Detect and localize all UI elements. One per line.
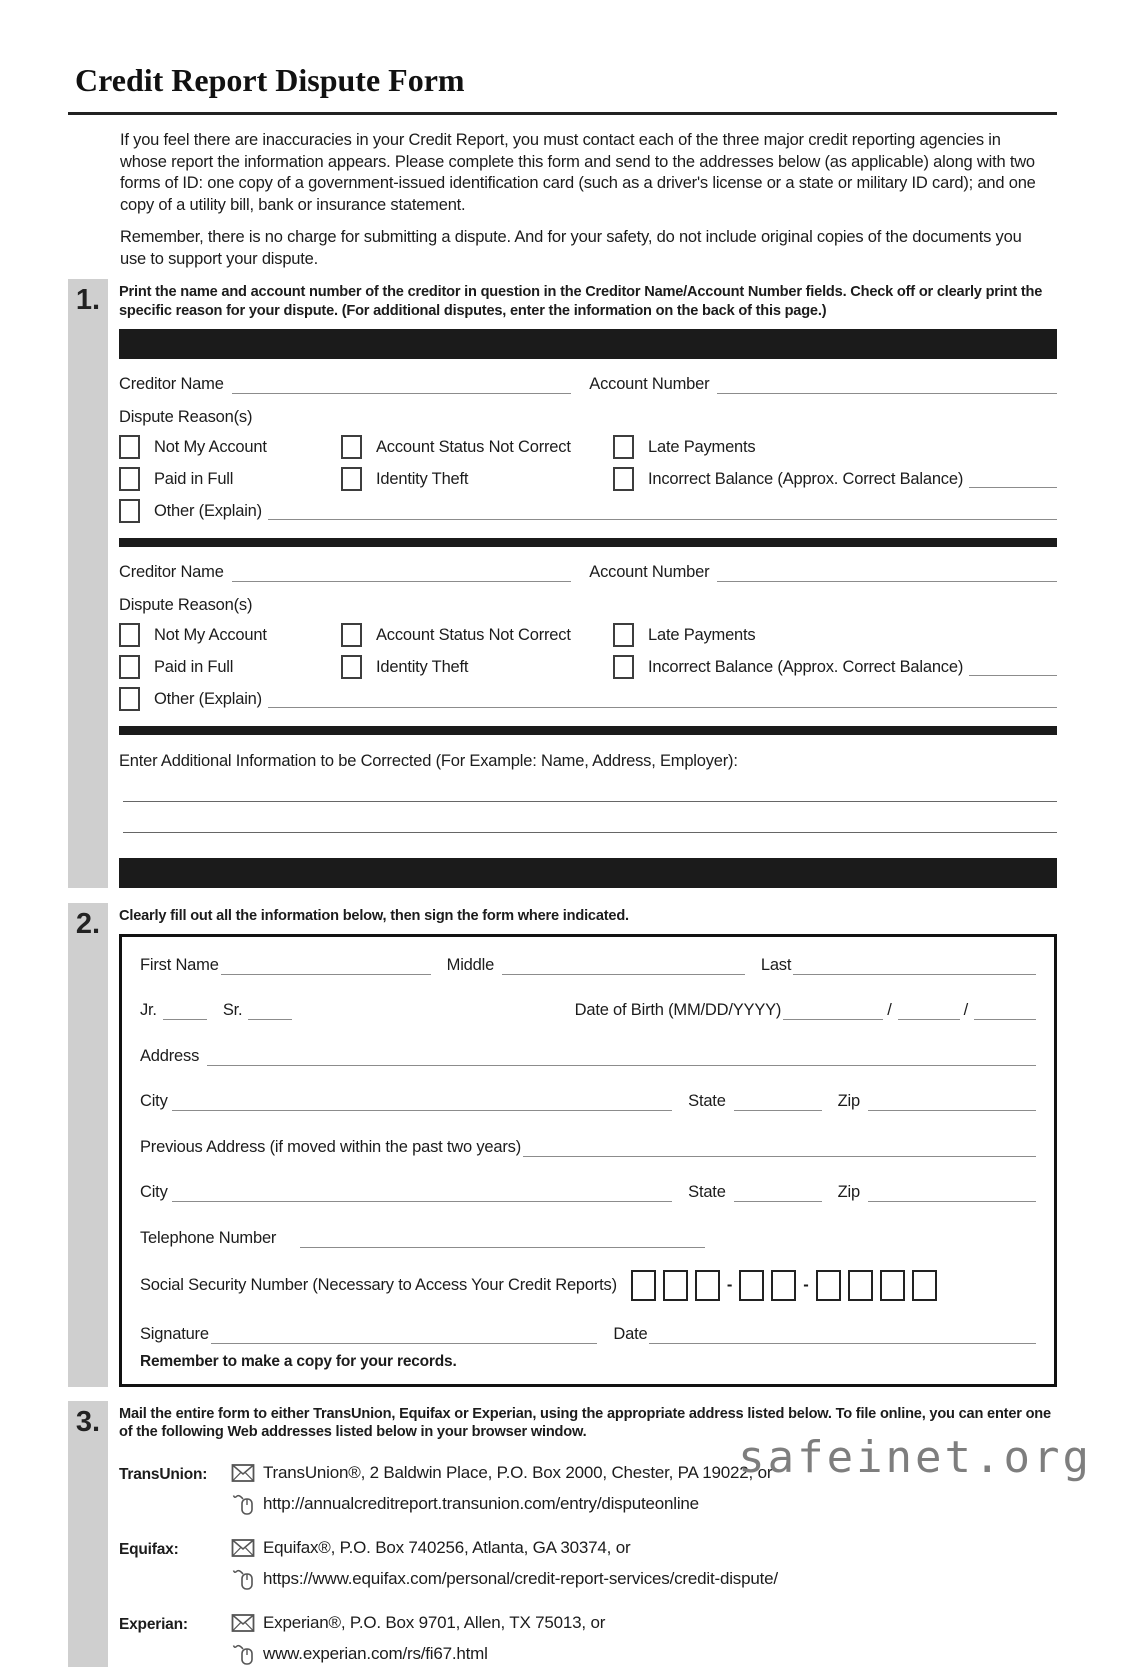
- previous-state-input[interactable]: [734, 1184, 822, 1202]
- checkbox-not-my-account[interactable]: [119, 435, 140, 459]
- checkbox-late-payments[interactable]: [613, 435, 634, 459]
- ssn-box-1[interactable]: [631, 1270, 656, 1301]
- other-explain-label: Other (Explain): [154, 501, 262, 520]
- late-payments-label: Late Payments: [648, 437, 756, 456]
- sr-label: Sr.: [222, 1001, 243, 1019]
- dob-year-input[interactable]: [974, 1002, 1036, 1020]
- first-name-input[interactable]: [221, 956, 431, 974]
- previous-zip-input[interactable]: [868, 1184, 1036, 1202]
- computer-mouse-icon: [231, 1566, 263, 1592]
- checkbox-account-status-not-correct[interactable]: [341, 435, 362, 459]
- envelope-icon: [231, 1463, 263, 1483]
- checkbox-incorrect-balance[interactable]: [613, 655, 634, 679]
- middle-name-label: Middle: [446, 955, 495, 974]
- incorrect-balance-label: Incorrect Balance (Approx. Correct Balance): [648, 469, 964, 488]
- correct-balance-input[interactable]: [969, 470, 1057, 488]
- address-input[interactable]: [207, 1047, 1036, 1065]
- dob-slash-1: /: [887, 1001, 892, 1019]
- equifax-url[interactable]: https://www.equifax.com/personal/credit-report-services/credit-dispute/: [263, 1568, 778, 1588]
- correct-balance-input[interactable]: [969, 658, 1057, 676]
- ssn-box-5[interactable]: [771, 1270, 796, 1301]
- envelope-icon: [231, 1613, 263, 1633]
- creditor-name-input[interactable]: [232, 564, 572, 582]
- address-label: Address: [140, 1046, 200, 1065]
- city-input[interactable]: [172, 1093, 673, 1111]
- incorrect-balance-label: Incorrect Balance (Approx. Correct Balance): [648, 657, 964, 676]
- other-explain-input[interactable]: [268, 690, 1057, 708]
- ssn-box-9[interactable]: [912, 1270, 937, 1301]
- transunion-url[interactable]: http://annualcreditreport.transunion.com/entry/disputeonline: [263, 1493, 699, 1513]
- credit-dispute-form-page: [0, 62, 1124, 1663]
- jr-input[interactable]: [163, 1002, 207, 1020]
- creditor-divider-bar: [119, 538, 1057, 547]
- section-1-instruction: Print the name and account number of the creditor in question in the Creditor Name/Account Number fields. Check off or clearly print the specific reason for your dispute. (For additional disputes, enter the information on the back of this page.): [119, 284, 1043, 319]
- intro-paragraph-2: Remember, there is no charge for submitting a dispute. And for your safety, do not include original copies of the documents you use to support your dispute.: [120, 228, 1022, 268]
- zip-label: Zip: [837, 1183, 860, 1201]
- checkbox-paid-in-full[interactable]: [119, 467, 140, 491]
- section-1-number: 1.: [68, 279, 108, 888]
- checkbox-other[interactable]: [119, 687, 140, 711]
- ssn-box-8[interactable]: [880, 1270, 905, 1301]
- account-number-label: Account Number: [589, 375, 710, 393]
- section-3-number: 3.: [68, 1401, 108, 1667]
- last-name-label: Last: [760, 955, 792, 974]
- envelope-icon: [231, 1538, 263, 1558]
- not-my-account-label: Not My Account: [154, 437, 267, 456]
- creditor-name-input[interactable]: [232, 376, 572, 394]
- dob-slash-2: /: [963, 1001, 968, 1019]
- creditor-block-1: [119, 375, 1057, 523]
- account-status-label: Account Status Not Correct: [376, 437, 571, 456]
- copy-reminder: Remember to make a copy for your records.: [140, 1352, 457, 1370]
- account-number-input[interactable]: [717, 564, 1057, 582]
- section-2: [68, 903, 1057, 1387]
- section-3-instruction: Mail the entire form to either TransUnion, Equifax or Experian, using the appropriate address listed below. To file online, you can enter one of the following Web addresses listed below in your browser window.: [119, 1405, 1051, 1440]
- section-2-number: 2.: [68, 903, 108, 1387]
- late-payments-label: Late Payments: [648, 625, 756, 644]
- ssn-dash: -: [726, 1275, 733, 1294]
- previous-city-input[interactable]: [172, 1184, 673, 1202]
- signature-label: Signature: [140, 1324, 209, 1343]
- checkbox-incorrect-balance[interactable]: [613, 467, 634, 491]
- title-divider: [68, 112, 1057, 115]
- section-1-header-bar: [119, 329, 1057, 359]
- section-2-instruction: Clearly fill out all the information below, then sign the form where indicated.: [119, 908, 629, 924]
- intro-text: [120, 130, 1040, 270]
- zip-label: Zip: [837, 1092, 860, 1110]
- other-explain-label: Other (Explain): [154, 689, 262, 708]
- creditor-block-2: [119, 563, 1057, 711]
- agency-equifax: [119, 1538, 1057, 1592]
- telephone-label: Telephone Number: [140, 1228, 277, 1247]
- personal-info-box: [119, 934, 1057, 1387]
- experian-label: Experian:: [119, 1615, 188, 1633]
- page-title: Credit Report Dispute Form: [75, 62, 465, 98]
- checkbox-account-status-not-correct[interactable]: [341, 623, 362, 647]
- paid-in-full-label: Paid in Full: [154, 657, 234, 676]
- checkbox-other[interactable]: [119, 499, 140, 523]
- safeinet-watermark: safeinet.org: [738, 1432, 1092, 1483]
- ssn-dash: -: [803, 1275, 809, 1294]
- transunion-label: TransUnion:: [119, 1465, 208, 1483]
- checkbox-late-payments[interactable]: [613, 623, 634, 647]
- agency-experian: [119, 1613, 1057, 1667]
- paid-in-full-label: Paid in Full: [154, 469, 234, 488]
- transunion-address: TransUnion®, 2 Baldwin Place, P.O. Box 2000, Chester, PA 19022, or: [263, 1462, 773, 1482]
- account-number-input[interactable]: [717, 376, 1057, 394]
- state-input[interactable]: [734, 1093, 822, 1111]
- ssn-boxes: [631, 1270, 937, 1301]
- checkbox-not-my-account[interactable]: [119, 623, 140, 647]
- creditor-name-label: Creditor Name: [119, 563, 224, 581]
- middle-name-input[interactable]: [502, 956, 745, 974]
- identity-theft-label: Identity Theft: [376, 469, 469, 488]
- signature-input[interactable]: [211, 1325, 598, 1343]
- checkbox-identity-theft[interactable]: [341, 467, 362, 491]
- ssn-box-4[interactable]: [739, 1270, 764, 1301]
- dob-day-input[interactable]: [898, 1002, 960, 1020]
- account-status-label: Account Status Not Correct: [376, 625, 571, 644]
- sr-input[interactable]: [248, 1002, 292, 1020]
- equifax-address: Equifax®, P.O. Box 740256, Atlanta, GA 30374, or: [263, 1537, 631, 1557]
- ssn-box-6[interactable]: [816, 1270, 841, 1301]
- state-label: State: [688, 1183, 726, 1201]
- dispute-reasons-label: Dispute Reason(s): [119, 596, 253, 614]
- identity-theft-label: Identity Theft: [376, 657, 469, 676]
- ssn-box-2[interactable]: [663, 1270, 688, 1301]
- date-label: Date: [613, 1324, 648, 1343]
- checkbox-paid-in-full[interactable]: [119, 655, 140, 679]
- ssn-box-7[interactable]: [848, 1270, 873, 1301]
- city-label: City: [140, 1183, 168, 1201]
- dob-month-input[interactable]: [783, 1002, 883, 1020]
- not-my-account-label: Not My Account: [154, 625, 267, 644]
- zip-input[interactable]: [868, 1093, 1036, 1111]
- checkbox-identity-theft[interactable]: [341, 655, 362, 679]
- last-name-input[interactable]: [793, 956, 1036, 974]
- city-label: City: [140, 1092, 168, 1110]
- creditor-name-label: Creditor Name: [119, 375, 224, 393]
- telephone-input[interactable]: [300, 1229, 705, 1247]
- equifax-label: Equifax:: [119, 1540, 179, 1558]
- intro-paragraph-1: If you feel there are inaccuracies in your Credit Report, you must contact each of the three major credit reporting agencies in whose report the information appears. Please complete this form and send to the addresses below (as applicable) along with two forms of ID: one copy of a government-issued identification card (such as a driver's license or a state or military ID card); and one copy of a utility bill, bank or insurance statement.: [120, 131, 1036, 214]
- creditor-divider-bar: [119, 726, 1057, 735]
- previous-address-input[interactable]: [523, 1138, 1036, 1156]
- dob-label: Date of Birth (MM/DD/YYYY): [574, 1001, 782, 1019]
- date-input[interactable]: [649, 1325, 1036, 1343]
- section-1-footer-bar: [119, 858, 1057, 888]
- experian-url[interactable]: www.experian.com/rs/fi67.html: [263, 1643, 488, 1663]
- computer-mouse-icon: [231, 1491, 263, 1517]
- first-name-label: First Name: [140, 955, 219, 974]
- dispute-reasons-label: Dispute Reason(s): [119, 408, 253, 426]
- ssn-label: Social Security Number (Necessary to Access Your Credit Reports): [140, 1275, 617, 1294]
- additional-info-line-1[interactable]: [123, 801, 1057, 802]
- jr-label: Jr.: [140, 1001, 157, 1019]
- section-1: [68, 279, 1057, 888]
- additional-info-line-2[interactable]: [123, 832, 1057, 833]
- experian-address: Experian®, P.O. Box 9701, Allen, TX 75013, or: [263, 1612, 606, 1632]
- computer-mouse-icon: [231, 1641, 263, 1667]
- account-number-label: Account Number: [589, 563, 710, 581]
- state-label: State: [688, 1092, 726, 1110]
- ssn-box-3[interactable]: [695, 1270, 720, 1301]
- previous-address-label: Previous Address (if moved within the past two years): [140, 1137, 521, 1156]
- other-explain-input[interactable]: [268, 502, 1057, 520]
- additional-info-label: Enter Additional Information to be Corrected (For Example: Name, Address, Employer):: [119, 752, 738, 770]
